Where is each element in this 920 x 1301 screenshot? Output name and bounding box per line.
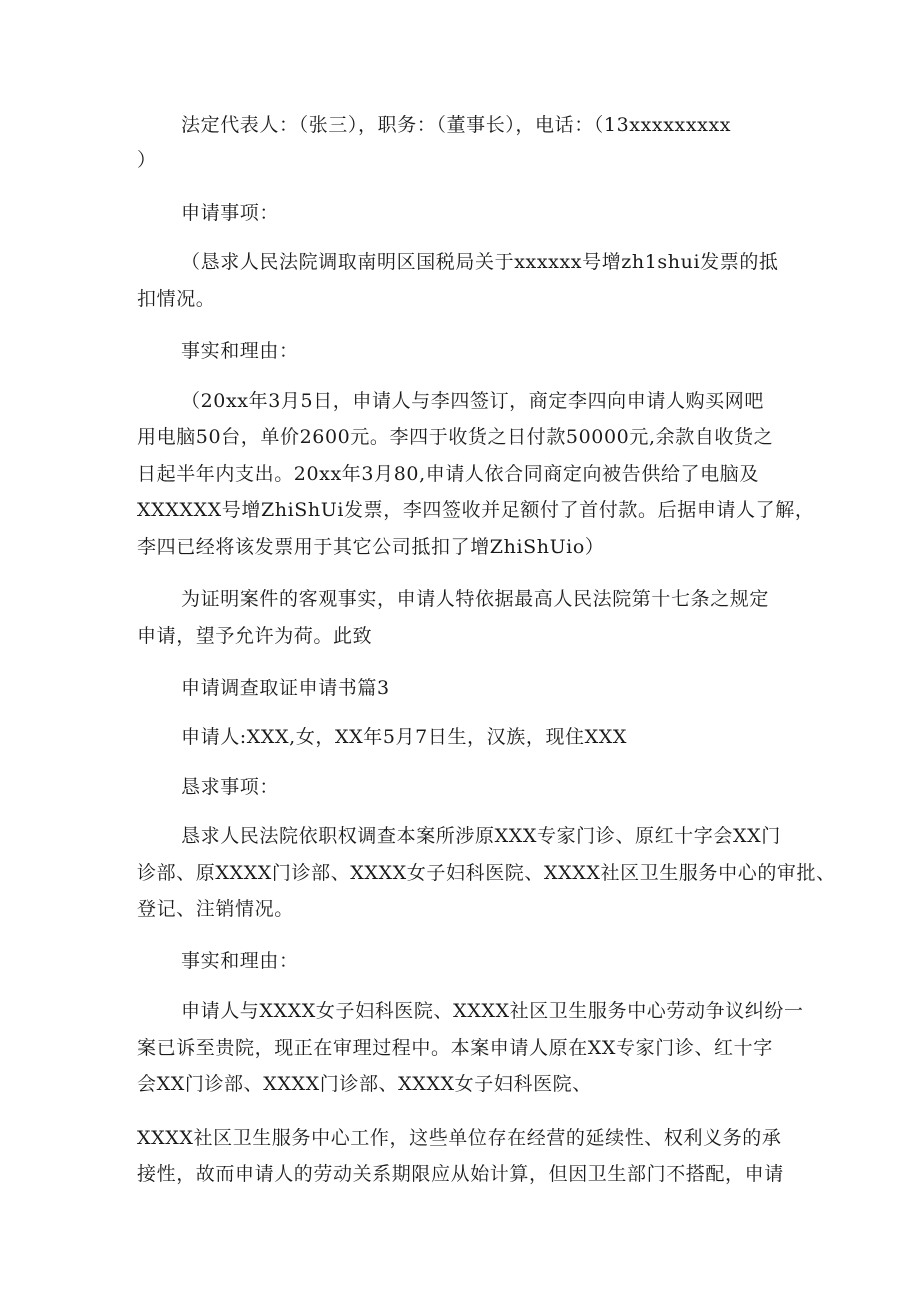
facts2-paragraph-line: 申请人与XXXX女子妇科医院、XXXX社区卫生服务中心劳动争议纠纷一 <box>181 1000 804 1022</box>
section-title: 申请调查取证申请书篇3 <box>181 677 390 699</box>
proof-paragraph-line: 申请，望予允许为荷。此致 <box>137 625 373 647</box>
applicant-line: 申请人:XXX,女，XX年5月7日生，汉族，现住XXX <box>181 726 628 748</box>
plea-paragraph-line: 恳求人民法院依职权调查本案所涉原XXX专家门诊、原红十字会XX门 <box>181 825 781 847</box>
facts-paragraph-line: 日起半年内支出。20xx年3月80,申请人依合同商定向被告供给了电脑及 <box>137 463 759 485</box>
facts2-paragraph-line: 案已诉至贵院，现正在审理过程中。本案申请人原在XX专家门诊、红十字 <box>137 1037 773 1059</box>
proof-paragraph-line: 为证明案件的客观事实，申请人特依据最高人民法院第十七条之规定 <box>181 588 770 610</box>
request-paragraph-line: （恳求人民法院调取南明区国税局关于xxxxxx号增zh1shui发票的抵 <box>181 251 779 273</box>
plea-paragraph-line: 登记、注销情况。 <box>137 898 294 920</box>
facts2-paragraph-line: 接性，故而申请人的劳动关系期限应从始计算，但因卫生部门不搭配，申请 <box>137 1163 784 1185</box>
legal-rep-line: 法定代表人：（张三），职务：（董事长），电话：（13xxxxxxxxx <box>181 114 732 136</box>
legal-rep-line-cont: ） <box>137 149 157 171</box>
request-heading: 申请事项： <box>181 202 280 224</box>
facts-paragraph-line: XXXXXX号增ZhiShUi发票，李四签收并足额付了首付款。后据申请人了解， <box>137 499 815 521</box>
plea-heading: 恳求事项： <box>181 776 280 798</box>
request-paragraph-line: 扣情况。 <box>137 288 216 310</box>
facts-heading: 事实和理由： <box>181 340 299 362</box>
facts2-paragraph-line: 会XX门诊部、XXXX门诊部、XXXX女子妇科医院、 <box>137 1073 592 1095</box>
facts-paragraph-line: （20xx年3月5日，申请人与李四签订，商定李四向申请人购买网吧 <box>181 390 764 412</box>
facts-paragraph-line: 李四已经将该发票用于其它公司抵扣了增ZhiShUio） <box>137 536 605 558</box>
facts-paragraph-line: 用电脑50台，单价2600元。李四于收货之日付款50000元,余款自收货之 <box>137 426 774 448</box>
plea-paragraph-line: 诊部、原XXXX门诊部、XXXX女子妇科医院、XXXX社区卫生服务中心的审批、 <box>137 862 836 884</box>
facts2-paragraph-line: XXXX社区卫生服务中心工作，这些单位存在经营的延续性、权利义务的承 <box>137 1127 782 1149</box>
facts2-heading: 事实和理由： <box>181 950 299 972</box>
